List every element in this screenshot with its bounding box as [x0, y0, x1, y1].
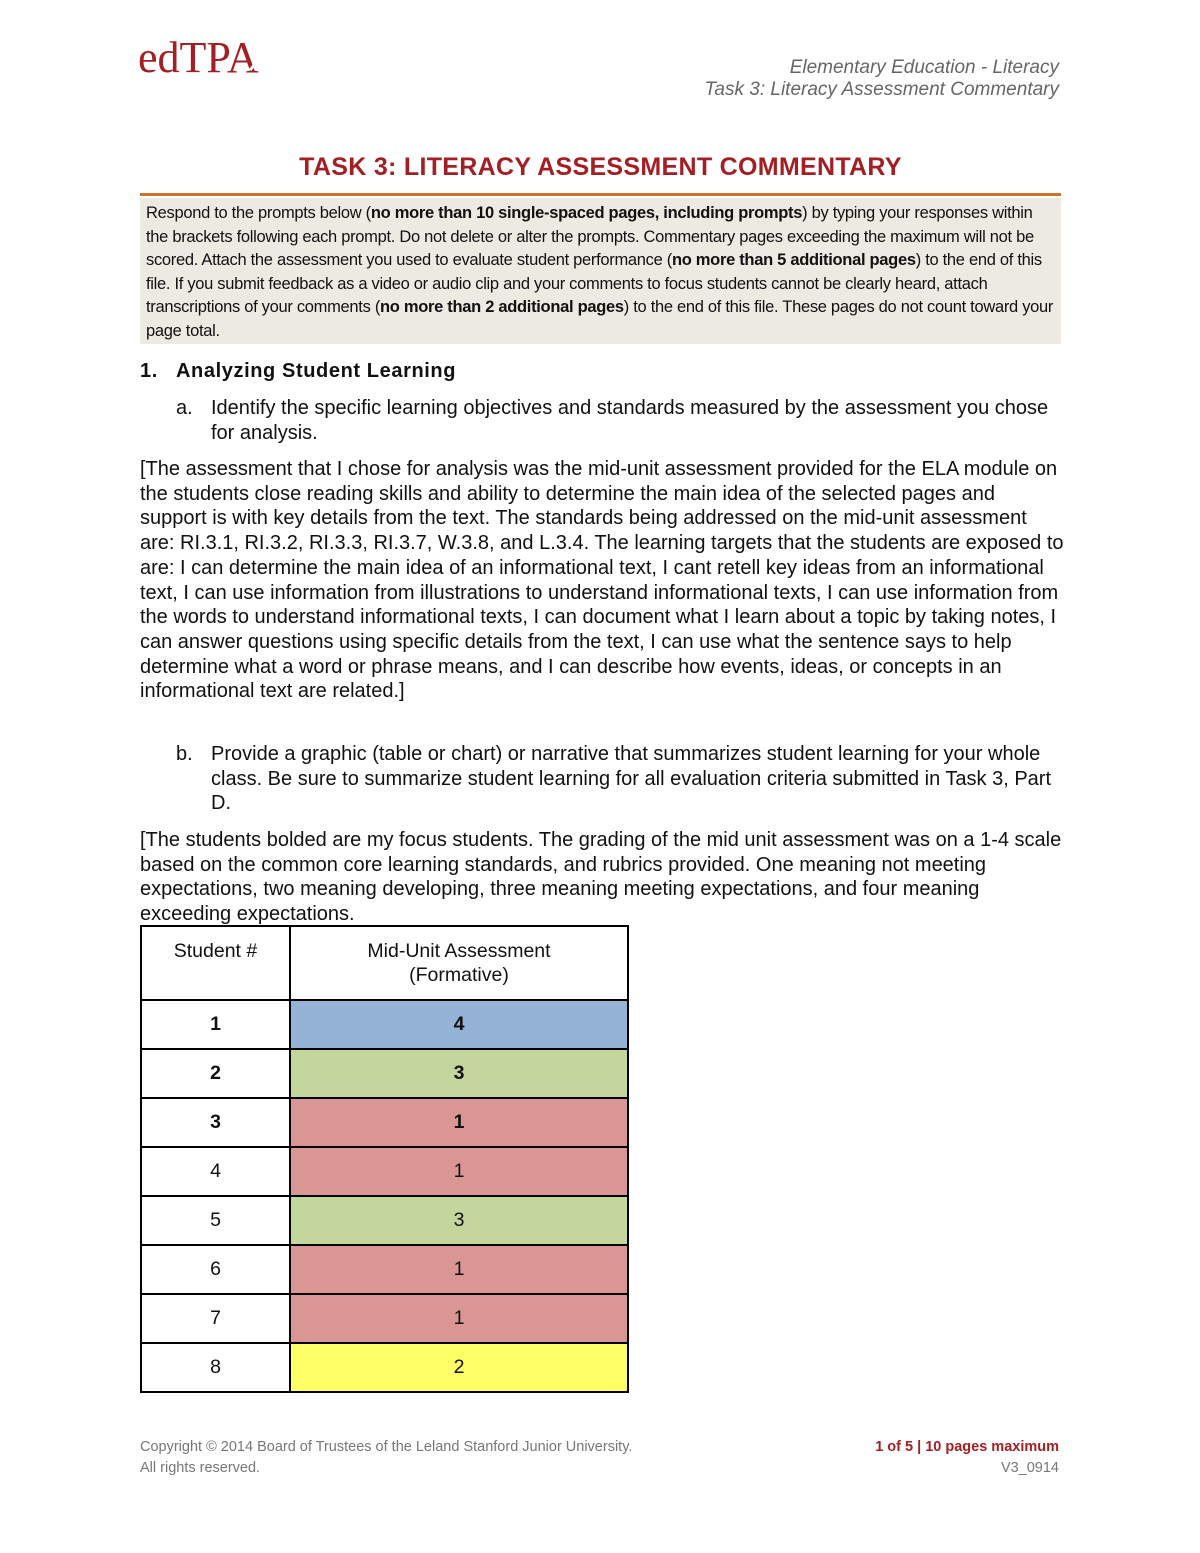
rights-text: All rights reserved. — [140, 1460, 261, 1476]
title-divider — [140, 193, 1061, 196]
header-assessment-line1: Mid-Unit Assessment — [367, 940, 551, 962]
score-cell: 1 — [290, 1294, 628, 1343]
student-number-cell: 8 — [141, 1343, 290, 1392]
assessment-table — [140, 925, 629, 1393]
version-label: V3_0914 — [1000, 1460, 1059, 1476]
student-number-cell: 3 — [141, 1098, 290, 1147]
table-header-row — [141, 926, 628, 1000]
header-assessment-line2: (Formative) — [409, 964, 509, 986]
table-row — [141, 1196, 628, 1245]
prompt-b — [176, 742, 1066, 816]
svg-text:edTPA: edTPA — [138, 33, 259, 80]
footer-copyright — [140, 1437, 632, 1479]
response-a: [The assessment that I chose for analysis was the mid-unit assessment provided for the ELA module on the students close reading skills and ability to determine the main idea of the selected pages and support is with key details from the text. The standards being addressed on the mid-unit assessment are: RI.3.1, RI.3.2, RI.3.3, RI.3.7, W.3.8, and L.3.4. The learning targets that the students are exposed to are: I can determine the main idea of an informational text, I cant retell key ideas from an informational text, I can use information from illustrations to understand informational texts, I can use information from the words to understand informational texts, I can document what I learn about a topic by taking notes, I can answer questions using specific details from the text, I can use what the sentence says to help determine what a word or phrase means, and I can describe how events, ideas, or concepts in an informational text are related.] — [140, 458, 1064, 703]
instructions-bold-2: no more than 5 additional pages — [671, 251, 916, 269]
table-row — [141, 1147, 628, 1196]
table-row — [141, 1000, 628, 1049]
page-count: 1 of 5 | 10 pages maximum — [875, 1439, 1059, 1455]
instructions-text-4: ) to the end of this file. These pages do not count toward your page total. — [146, 298, 1054, 340]
footer-page-info — [875, 1437, 1059, 1479]
prompt-b-label: b. — [176, 743, 193, 765]
table-row — [141, 1343, 628, 1392]
score-cell: 2 — [290, 1343, 628, 1392]
table-row — [141, 1245, 628, 1294]
instructions-bold-1: no more than 10 single-spaced pages, including prompts — [370, 204, 803, 222]
edtpa-logo — [138, 30, 298, 80]
prompt-b-text: Provide a graphic (table or chart) or narrative that summarizes student learning for your whole class. Be sure to summarize student learning for all evaluation criteria submitted in Task 3, Part D. — [211, 743, 1052, 814]
score-cell: 1 — [290, 1098, 628, 1147]
instructions-box — [140, 198, 1061, 344]
instructions-text-2: ) by typing your responses within the brackets following each prompt. Do not delete or alter the prompts. Commentary pages exceeding the maximum will not be scored. Attach the assessment you used to evaluate student performance ( — [146, 204, 1034, 269]
page-title: TASK 3: LITERACY ASSESSMENT COMMENTARY — [299, 153, 902, 181]
prompt-a — [176, 396, 1066, 445]
score-cell: 4 — [290, 1000, 628, 1049]
header-student: Student # — [141, 926, 290, 1000]
edtpa-logo-graphic — [138, 30, 298, 80]
student-number-cell: 1 — [141, 1000, 290, 1049]
table-row — [141, 1098, 628, 1147]
score-cell: 3 — [290, 1196, 628, 1245]
copyright-text: Copyright © 2014 Board of Trustees of the Leland Stanford Junior University. — [140, 1439, 633, 1455]
header-assessment — [290, 926, 628, 1000]
header-subject: Elementary Education - Literacy — [789, 57, 1059, 78]
prompt-a-text: Identify the specific learning objectives and standards measured by the assessment you chose for analysis. — [211, 397, 1049, 444]
student-number-cell: 4 — [141, 1147, 290, 1196]
instructions-text-3: ) to the end of this file. If you submit feedback as a video or audio clip and your comments to focus students cannot be clearly heard, attach transcriptions of your comments ( — [146, 251, 1042, 316]
instructions-text-1: Respond to the prompts below ( — [146, 204, 371, 222]
student-number-cell: 2 — [141, 1049, 290, 1098]
table-row — [141, 1294, 628, 1343]
student-number-cell: 5 — [141, 1196, 290, 1245]
prompt-a-label: a. — [176, 397, 193, 419]
instructions-bold-3: no more than 2 additional pages — [380, 298, 624, 316]
header-task: Task 3: Literacy Assessment Commentary — [704, 79, 1059, 100]
score-cell: 1 — [290, 1245, 628, 1294]
student-number-cell: 6 — [141, 1245, 290, 1294]
score-cell: 1 — [290, 1147, 628, 1196]
section-heading — [140, 360, 456, 383]
header-info — [705, 57, 1059, 101]
response-b: [The students bolded are my focus students. The grading of the mid unit assessment was on a 1-4 scale based on the common core learning standards, and rubrics provided. One meaning not meeting expectations, two meaning developing, three meaning meeting expectations, and four meaning exceeding expectations. — [140, 829, 1062, 926]
table-row — [141, 1049, 628, 1098]
student-number-cell: 7 — [141, 1294, 290, 1343]
section-title: Analyzing Student Learning — [176, 360, 457, 382]
score-cell: 3 — [290, 1049, 628, 1098]
section-number: 1. — [140, 360, 158, 382]
